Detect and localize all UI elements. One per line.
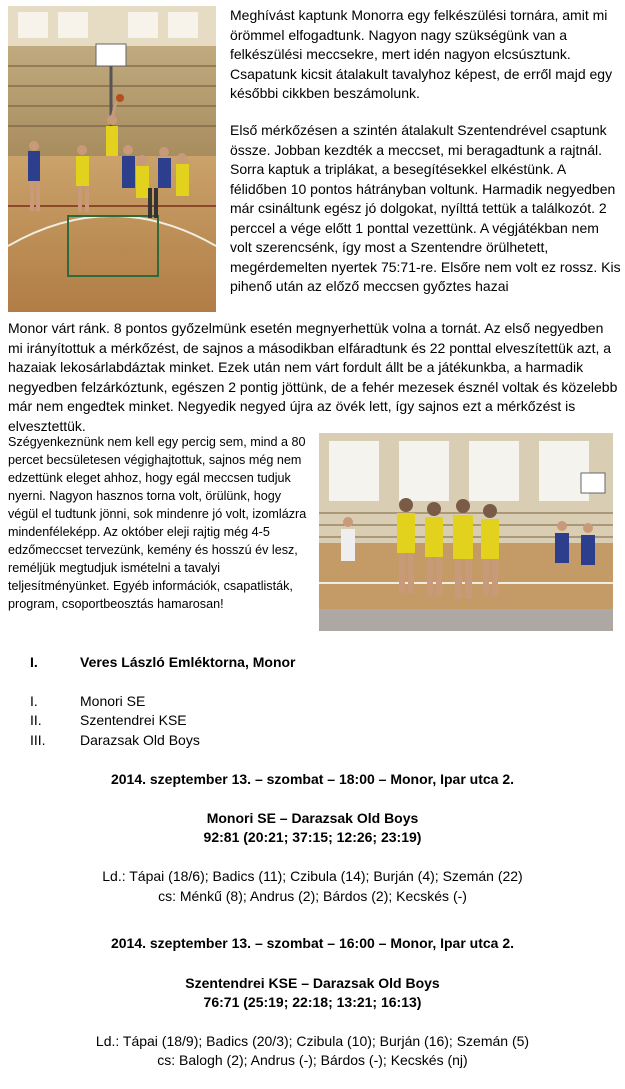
game-1-header: 2014. szeptember 13. – szombat – 18:00 – Monor, Ipar utca 2. [110, 771, 515, 787]
article-paragraph-intro: Meghívást kaptunk Monorra egy felkészülési tornára, amit mi örömmel elfogadtunk. Nagyon nagy szükségünk van a felkészülési meccsekre, mert idén nagyon elcsúsztunk. Csapatunk kicsit átalakult tavalyhoz képest, de erről majd egy későbbi cikkben beszámolunk. [230, 7, 613, 101]
team-huddle-image [319, 433, 613, 631]
article-paragraph-second-game: Monor várt ránk. 8 pontos győzelmünk esetén megnyerhettük volna a tornát. Az első negyedben mi irányítottuk a mérkőzést, de sajnos a másodikban elfáradtunk és 22 ponttal elveszítettük azt, a hazaiak lekosárlabdáztak minket. Ezek után nem várt fordult állt be a játékunkba, a harmadik negyedben felzárkóztunk, egészen 2 pontig jöttünk, de a fehér mezesek észnél voltak és közelebb már nem engedtek minket. Negyedik negyed újra az övék lett, így sajnos ezt a mérkőzést is elvesztettük. [8, 320, 618, 434]
standing-team-1: Monori SE [80, 693, 146, 709]
tournament-numeral: I. [30, 654, 38, 670]
game-1-teams: Monori SE – Darazsak Old Boys [206, 810, 419, 826]
game-2-score: 76:71 (25:19; 22:18; 13:21; 16:13) [203, 994, 422, 1010]
standing-rank-1: I. [30, 693, 38, 709]
article-paragraph-first-game: Első mérkőzésen a szintén átalakult Szentendrével csaptunk össze. Jobban kezdték a meccset, mi beragadtunk a rajtnál. Sorra kaptuk a triplákat, a besegítésekkel elkéstünk. A félidőben 10 pontos hátrányban voltunk. Harmadik negyedben már csináltunk egész jó dolgokat, nyílttá tettük a találkozót. 2 perccel a vége előtt 1 ponttal vezettünk. A végjátékban nem volt szerencsénk, így most a Szentendre örülhetett, megérdemelten nyertek 75:71-re. Elsőre nem volt ez rossz. Kis pihenő után az előző meccsen győztes hazai [230, 122, 621, 294]
game-2-subs: cs: Balogh (2); Andrus (-); Bárdos (-); Kecskés (nj) [157, 1052, 468, 1068]
game-1-score: 92:81 (20:21; 37:15; 12:26; 23:19) [203, 829, 422, 845]
game-2-teams: Szentendrei KSE – Darazsak Old Boys [185, 975, 440, 991]
standing-team-3: Darazsak Old Boys [80, 732, 200, 748]
game-2-lineup: Ld.: Tápai (18/9); Badics (20/3); Czibula (10); Burján (16); Szemán (5) [95, 1033, 530, 1049]
tournament-title: Veres László Emléktorna, Monor [80, 654, 296, 670]
game-2-header: 2014. szeptember 13. – szombat – 16:00 – Monor, Ipar utca 2. [110, 935, 515, 951]
standing-rank-2: II. [30, 712, 42, 728]
basketball-tipoff-photo [8, 6, 216, 312]
game-1-lineup: Ld.: Tápai (18/6); Badics (11); Czibula (14); Burján (4); Szemán (22) [102, 868, 523, 884]
basketball-tipoff-image [8, 6, 216, 312]
game-1-subs: cs: Ménkű (8); Andrus (2); Bárdos (2); Kecskés (-) [158, 888, 467, 904]
team-huddle-photo [319, 433, 613, 631]
standing-rank-3: III. [30, 732, 46, 748]
article-paragraph-summary: Szégyenkeznünk nem kell egy percig sem, mind a 80 percet becsületesen végighajtottuk, sajnos még nem edzettünk eleget ahhoz, hogy egál meccsen tudjuk nyerni. Nagyon hasznos torna volt, örülünk, hogy végül el tudtunk jönni, sok mindenre jó volt, izomlázra mindenféleképp. Az október eleji rajtig még 4-5 edzőmeccset tervezünk, kemény és hosszú év lesz, reméljük megtudjuk ismételni a tavalyi teljesítményünket. Egyéb információk, csapatlisták, program, csoportbeosztás hamarosan! [8, 435, 307, 611]
standing-team-2: Szentendrei KSE [80, 712, 187, 728]
